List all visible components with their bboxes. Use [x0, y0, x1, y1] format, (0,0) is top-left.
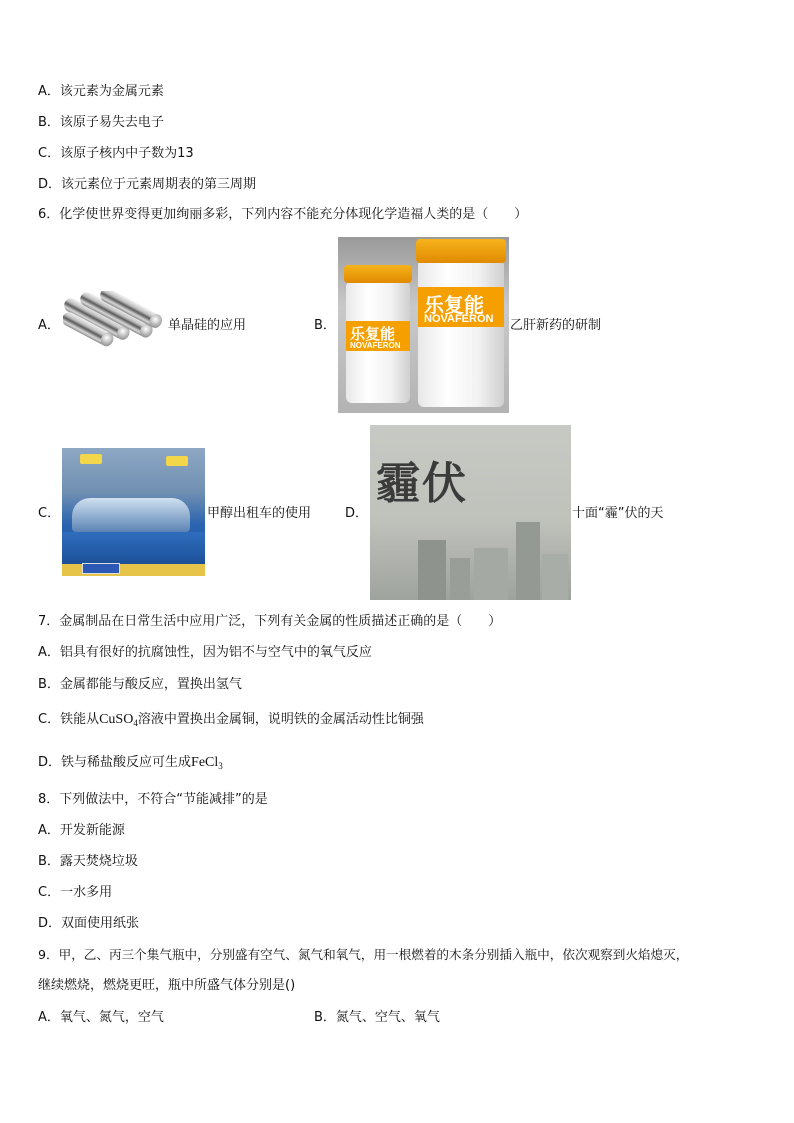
q5-option-b — [38, 115, 164, 131]
option-text: 双面使用纸张 — [61, 916, 140, 931]
brand-en-small: NOVAFERON — [350, 341, 401, 350]
q6-option-d-text: 十面“霾”伏的天 — [572, 506, 664, 521]
option-text: 该元素为金属元素 — [59, 84, 164, 99]
q9-option-b — [314, 1010, 440, 1026]
formula-cuso4 — [99, 712, 138, 727]
option-text: 金属都能与酸反应，置换出氢气 — [59, 677, 242, 692]
q8-option-a — [38, 823, 125, 839]
q7-option-a — [38, 645, 372, 661]
drug-bottles-image — [338, 237, 509, 413]
small-bottle — [346, 281, 410, 403]
formula-main: FeCl — [191, 755, 219, 770]
q6-stem: 6．化学使世界变得更加绚丽多彩，下列内容不能充分体现化学造福人类的是（ ） — [38, 207, 528, 222]
option-letter: D． — [38, 916, 62, 931]
q7-option-c — [38, 712, 424, 731]
brand-en-large: NOVAFERON — [424, 313, 494, 325]
silicon-rods-image — [63, 291, 167, 355]
q5-option-c — [38, 146, 194, 162]
option-letter: A． — [38, 1010, 60, 1025]
option-letter: B． — [38, 677, 60, 692]
q8-option-c — [38, 885, 112, 901]
option-text: 一水多用 — [60, 885, 113, 900]
option-text: 氧气、氮气，空气 — [59, 1010, 164, 1025]
q8-option-d — [38, 916, 139, 932]
q6-option-b-text: 乙肝新药的研制 — [510, 318, 602, 333]
q8-option-b — [38, 854, 138, 870]
smog-image — [370, 425, 571, 600]
option-letter: B． — [314, 1010, 336, 1025]
option-text: 露天焚烧垃圾 — [59, 854, 138, 869]
q7-option-b — [38, 677, 242, 693]
brand-cn-large: 乐复能 — [424, 293, 484, 317]
option-letter: A． — [38, 84, 60, 99]
option-text: 该原子核内中子数为13 — [60, 146, 194, 161]
option-letter: C． — [38, 885, 61, 900]
option-letter: C． — [38, 712, 61, 727]
option-text: 铝具有很好的抗腐蚀性，因为铝不与空气中的氧气反应 — [59, 645, 372, 660]
q6-option-d-letter: D． — [345, 506, 369, 521]
q6-option-c-text: 甲醇出租车的使用 — [207, 506, 312, 521]
q6-option-b-letter: B． — [314, 318, 336, 333]
formula-main: CuSO — [99, 712, 134, 727]
option-letter: A． — [38, 645, 60, 660]
q5-option-d — [38, 177, 256, 193]
q9-stem-line1: 9．甲，乙、丙三个集气瓶中，分别盛有空气、氮气和氧气，用一根燃着的木条分别插入瓶中，依次观察到火焰熄灭， — [38, 947, 689, 962]
option-letter: A． — [38, 823, 60, 838]
option-letter: B． — [38, 854, 60, 869]
brand-cn-small: 乐复能 — [350, 325, 396, 343]
option-text: 铁能从 — [60, 712, 100, 727]
option-letter: D． — [38, 177, 62, 192]
large-bottle — [418, 259, 504, 407]
q6-option-a-letter: A． — [38, 318, 60, 333]
formula-subscript: 4 — [133, 718, 138, 728]
q7-option-d — [38, 755, 223, 774]
option-letter: D． — [38, 755, 62, 770]
taxi-image — [62, 448, 205, 576]
formula-fecl3 — [191, 755, 223, 770]
option-letter: B． — [38, 115, 60, 130]
option-text: 开发新能源 — [59, 823, 125, 838]
option-text: 溶液中置换出金属铜，说明铁的金属活动性比铜强 — [137, 712, 424, 727]
q7-stem: 7．金属制品在日常生活中应用广泛，下列有关金属的性质描述正确的是（ ） — [38, 614, 502, 629]
option-text: 该原子易失去电子 — [59, 115, 164, 130]
formula-subscript: 3 — [218, 761, 223, 771]
option-text: 铁与稀盐酸反应可生成 — [61, 755, 192, 770]
q9-stem-line2: 继续燃烧，燃烧更旺，瓶中所盛气体分别是() — [38, 978, 296, 993]
option-text: 氮气、空气、氧气 — [335, 1010, 440, 1025]
option-text: 该元素位于元素周期表的第三周期 — [61, 177, 257, 192]
q5-option-a — [38, 84, 164, 100]
q9-option-a — [38, 1010, 164, 1026]
q6-option-a-text: 单晶硅的应用 — [168, 318, 247, 333]
option-letter: C． — [38, 146, 61, 161]
smog-title: 霾伏 — [376, 458, 468, 509]
q6-option-c-letter: C． — [38, 506, 61, 521]
q8-stem: 8．下列做法中，不符合“节能减排”的是 — [38, 792, 268, 807]
